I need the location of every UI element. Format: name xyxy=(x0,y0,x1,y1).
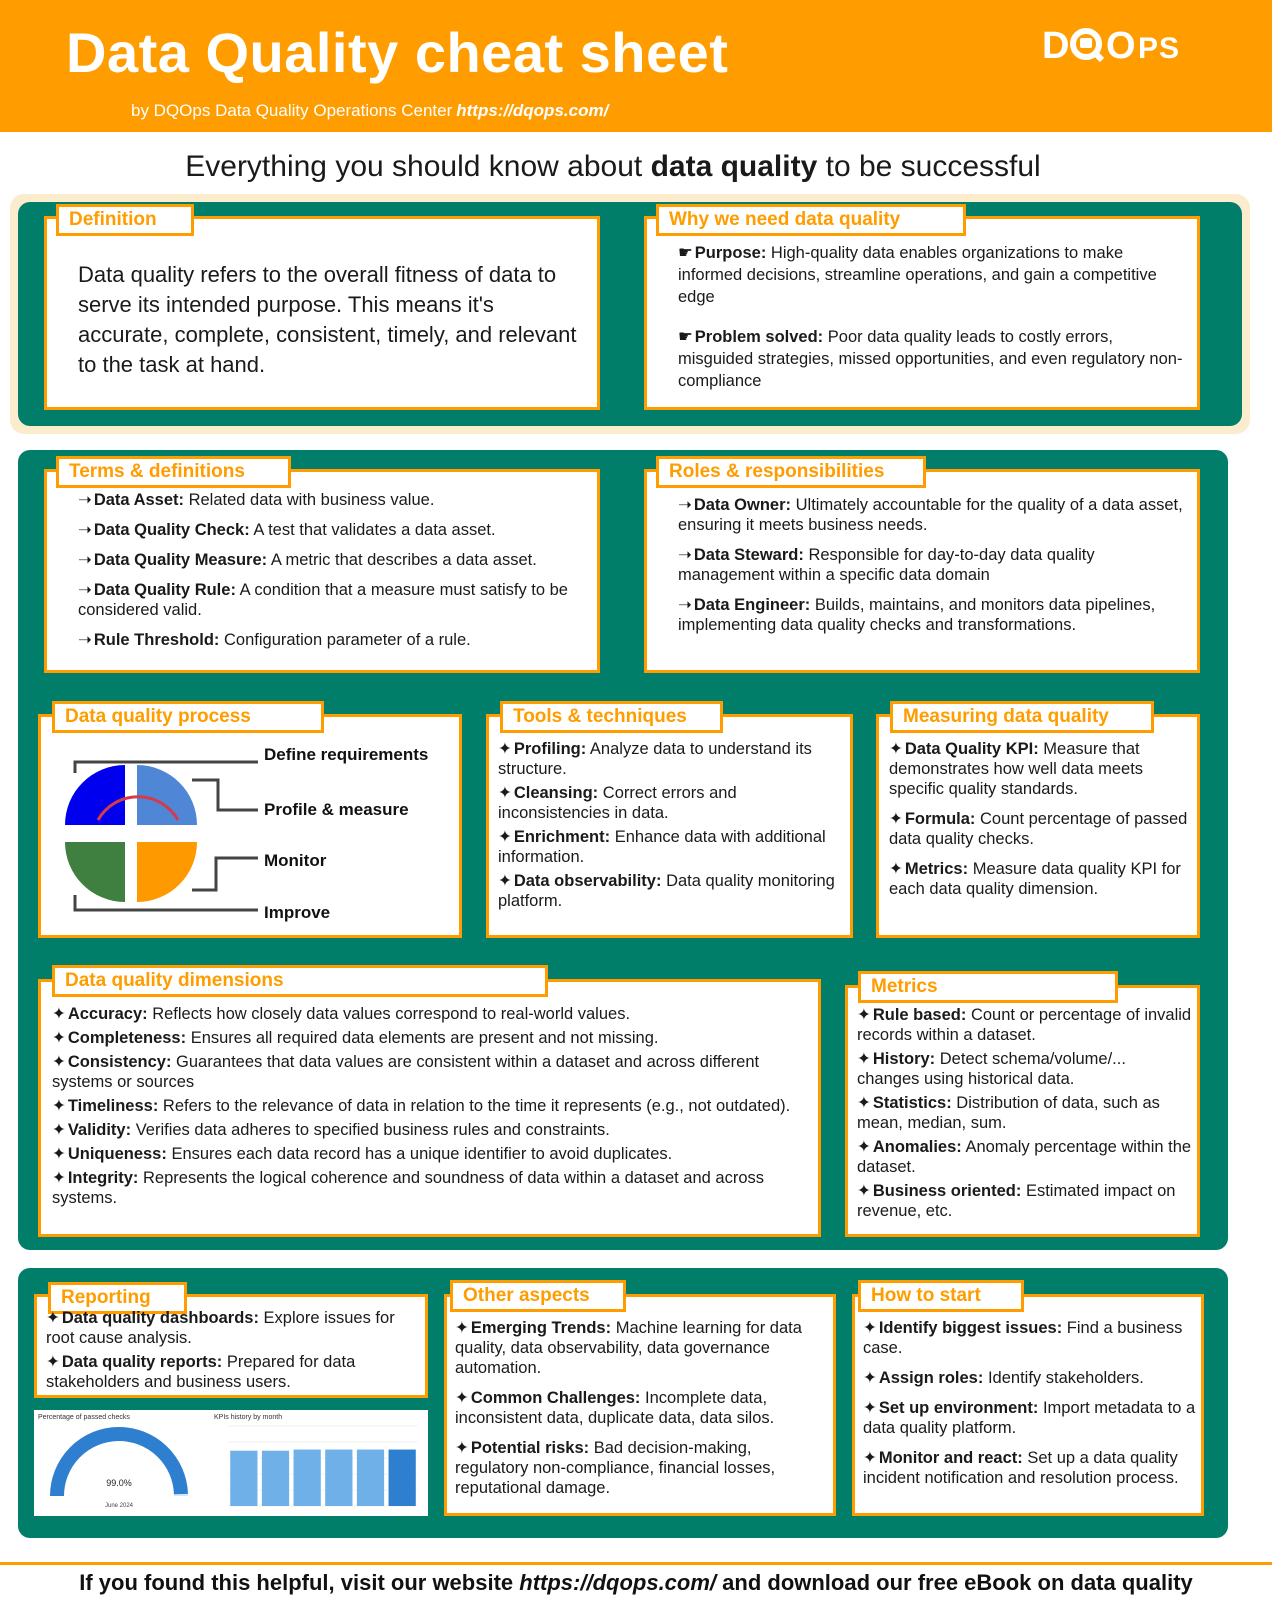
measuring-item: ✦ Metrics: Measure data quality KPI for each data quality dimension. xyxy=(889,860,1181,898)
sparkle-icon: ✦ xyxy=(889,740,903,758)
definition-text: Data quality refers to the overall fitness of data to serve its intended purpose. This means it's accurate, complete, consistent, timely, and relevant to the task at hand. xyxy=(78,262,577,377)
why-list xyxy=(678,242,1188,402)
other-item: ✦ Emerging Trends: Machine learning for data quality, data observability, data governance automation. xyxy=(455,1319,802,1377)
dimensions-item: ✦ Accuracy: Reflects how closely data values correspond to real-world values. xyxy=(52,1005,631,1023)
dimensions-item: ✦ Integrity: Represents the logical coherence and soundness of data within a dataset and across systems. xyxy=(52,1169,764,1207)
process-step-profile: Profile & measure xyxy=(264,800,409,819)
double-arrow-icon: ➝ xyxy=(78,491,92,509)
kpi-bar xyxy=(325,1450,352,1506)
double-arrow-icon: ➝ xyxy=(678,546,692,564)
kpi-bar-chart xyxy=(212,1410,424,1516)
gauge-period-label: June 2024 xyxy=(104,1503,134,1509)
gauge-value-label: 99.0% xyxy=(106,1478,132,1488)
metrics-title: Metrics xyxy=(858,971,1118,1003)
terms-title: Terms & definitions xyxy=(56,456,291,488)
svg-text:D: D xyxy=(1042,25,1071,67)
process-step-define: Define requirements xyxy=(264,745,429,764)
sparkle-icon: ✦ xyxy=(857,1182,871,1200)
svg-text:O: O xyxy=(1106,25,1137,67)
sparkle-icon: ✦ xyxy=(498,828,512,846)
kpi-bar xyxy=(389,1450,416,1506)
reporting-title: Reporting xyxy=(48,1282,187,1314)
dimensions-list xyxy=(52,1004,812,1212)
sparkle-icon: ✦ xyxy=(863,1399,877,1417)
dimensions-item: ✦ Timeliness: Refers to the relevance of data in relation to the time it represents (e.g., not outdated). xyxy=(52,1097,791,1115)
other-list xyxy=(455,1318,827,1508)
kpi-bar xyxy=(294,1450,321,1506)
roles-item: ➝ Data Steward: Responsible for day-to-day data quality management within a specific data domain xyxy=(678,546,1095,584)
footer-cta: If you found this helpful, visit our website https://dqops.com/ and download our free eBook on data quality xyxy=(79,1570,1193,1595)
tools-title: Tools & techniques xyxy=(500,701,723,733)
terms-item: ➝ Data Quality Check: A test that validates a data asset. xyxy=(78,521,496,539)
sparkle-icon: ✦ xyxy=(52,1005,66,1023)
kpi-bar xyxy=(230,1451,257,1506)
dimensions-item: ✦ Completeness: Ensures all required data elements are present and not missing. xyxy=(52,1029,659,1047)
reporting-item: ✦ Data quality reports: Prepared for data stakeholders and business users. xyxy=(46,1353,356,1391)
double-arrow-icon: ➝ xyxy=(78,631,92,649)
measuring-item: ✦ Formula: Count percentage of passed data quality checks. xyxy=(889,810,1188,848)
double-arrow-icon: ➝ xyxy=(78,551,92,569)
terms-list xyxy=(78,490,588,660)
process-connector-profile xyxy=(192,780,258,810)
dqops-logo-mark xyxy=(1042,22,1192,68)
sparkle-icon: ✦ xyxy=(498,740,512,758)
sparkle-icon: ✦ xyxy=(863,1369,877,1387)
sparkle-icon: ✦ xyxy=(857,1050,871,1068)
dimensions-item: ✦ Uniqueness: Ensures each data record has a unique identifier to avoid duplicates. xyxy=(52,1145,673,1163)
double-arrow-icon: ➝ xyxy=(678,496,692,514)
sparkle-icon: ✦ xyxy=(857,1006,871,1024)
sparkle-icon: ✦ xyxy=(455,1319,469,1337)
measuring-item: ✦ Data Quality KPI: Measure that demonstrates how well data meets specific quality standards. xyxy=(889,740,1144,798)
roles-item: ➝ Data Engineer: Builds, maintains, and monitors data pipelines, implementing data quality checks and transformations. xyxy=(678,596,1156,634)
measuring-title: Measuring data quality xyxy=(890,701,1154,733)
terms-item: ➝ Rule Threshold: Configuration parameter of a rule. xyxy=(78,631,471,649)
dimensions-item: ✦ Validity: Verifies data adheres to specified business rules and constraints. xyxy=(52,1121,610,1139)
page-title: Data Quality cheat sheet xyxy=(66,21,729,84)
start-list xyxy=(863,1318,1198,1498)
tools-item: ✦ Enrichment: Enhance data with additional information. xyxy=(498,828,826,866)
terms-item: ➝ Data Asset: Related data with business value. xyxy=(78,491,435,509)
dqops-logo xyxy=(1042,22,1192,78)
header-url-link[interactable]: https://dqops.com/ xyxy=(456,101,609,120)
sparkle-icon: ✦ xyxy=(455,1439,469,1457)
dimensions-item: ✦ Consistency: Guarantees that data values are consistent within a dataset and across different systems or sources xyxy=(52,1053,760,1091)
sparkle-icon: ✦ xyxy=(889,860,903,878)
kpi-bar xyxy=(262,1451,289,1506)
why-item: ☛ Problem solved: Poor data quality leads to costly errors, misguided strategies, missed opportunities, and even regulatory non-compliance xyxy=(678,328,1183,390)
sparkle-icon: ✦ xyxy=(52,1169,66,1187)
start-item: ✦ Monitor and react: Set up a data quality incident notification and resolution process. xyxy=(863,1449,1179,1487)
sparkle-icon: ✦ xyxy=(52,1145,66,1163)
process-diagram xyxy=(40,740,460,935)
metrics-item: ✦ Anomalies: Anomaly percentage within the dataset. xyxy=(857,1138,1192,1176)
measuring-list xyxy=(889,739,1194,909)
sparkle-icon: ✦ xyxy=(857,1138,871,1156)
metrics-item: ✦ History: Detect schema/volume/... changes using historical data. xyxy=(857,1050,1126,1088)
kpi-bar xyxy=(357,1450,384,1506)
process-quadrant-define xyxy=(65,765,125,825)
start-item: ✦ Assign roles: Identify stakeholders. xyxy=(863,1369,1144,1387)
other-title: Other aspects xyxy=(450,1280,626,1312)
tools-item: ✦ Profiling: Analyze data to understand its structure. xyxy=(498,740,812,778)
roles-title: Roles & responsibilities xyxy=(656,456,926,488)
pointing-hand-icon: ☛ xyxy=(678,244,693,262)
sparkle-icon: ✦ xyxy=(46,1309,60,1327)
process-connector-monitor xyxy=(192,858,258,890)
footer-url-link[interactable]: https://dqops.com/ xyxy=(519,1570,717,1595)
sparkle-icon: ✦ xyxy=(52,1029,66,1047)
sparkle-icon: ✦ xyxy=(46,1353,60,1371)
metrics-item: ✦ Statistics: Distribution of data, such as mean, median, sum. xyxy=(857,1094,1160,1132)
start-title: How to start xyxy=(858,1280,1024,1312)
why-item: ☛ Purpose: High-quality data enables organizations to make informed decisions, streamline operations, and gain a competitive edge xyxy=(678,244,1157,306)
terms-item: ➝ Data Quality Rule: A condition that a measure must satisfy to be considered valid. xyxy=(78,581,568,619)
pointing-hand-icon: ☛ xyxy=(678,328,693,346)
tools-item: ✦ Data observability: Data quality monitoring platform. xyxy=(498,872,835,910)
header-banner xyxy=(0,0,1272,132)
double-arrow-icon: ➝ xyxy=(78,521,92,539)
roles-item: ➝ Data Owner: Ultimately accountable for the quality of a data asset, ensuring it meets business needs. xyxy=(678,496,1183,534)
double-arrow-icon: ➝ xyxy=(78,581,92,599)
sparkle-icon: ✦ xyxy=(52,1053,66,1071)
double-arrow-icon: ➝ xyxy=(678,596,692,614)
process-step-improve: Improve xyxy=(264,903,331,922)
dashboard-preview xyxy=(34,1410,428,1516)
roles-list xyxy=(678,495,1188,645)
process-quadrant-profile xyxy=(137,765,197,825)
bar-chart-title: KPIs history by month xyxy=(214,1414,283,1421)
sparkle-icon: ✦ xyxy=(863,1449,877,1467)
footer-divider xyxy=(0,1562,1272,1565)
reporting-item: ✦ Data quality dashboards: Explore issues for root cause analysis. xyxy=(46,1309,395,1347)
svg-text:PS: PS xyxy=(1138,32,1181,65)
process-quadrant-monitor xyxy=(65,842,125,902)
gauge-chart xyxy=(34,1410,204,1516)
sparkle-icon: ✦ xyxy=(889,810,903,828)
tools-item: ✦ Cleansing: Correct errors and inconsistencies in data. xyxy=(498,784,737,822)
tools-list xyxy=(498,739,848,915)
tagline: Everything you should know about data quality to be successful xyxy=(185,150,1041,183)
subtitle-text: by DQOps Data Quality Operations Center xyxy=(131,101,453,120)
start-item: ✦ Set up environment: Import metadata to a data quality platform. xyxy=(863,1399,1196,1437)
metrics-list xyxy=(857,1005,1192,1225)
sparkle-icon: ✦ xyxy=(857,1094,871,1112)
gauge-title: Percentage of passed checks xyxy=(38,1414,130,1421)
dimensions-title: Data quality dimensions xyxy=(52,965,548,997)
terms-item: ➝ Data Quality Measure: A metric that describes a data asset. xyxy=(78,551,537,569)
metrics-item: ✦ Rule based: Count or percentage of invalid records within a dataset. xyxy=(857,1006,1192,1044)
reporting-list xyxy=(46,1308,421,1396)
process-step-monitor: Monitor xyxy=(264,851,327,870)
other-item: ✦ Common Challenges: Incomplete data, inconsistent data, duplicate data, data silos. xyxy=(455,1389,775,1427)
sparkle-icon: ✦ xyxy=(498,872,512,890)
other-item: ✦ Potential risks: Bad decision-making, regulatory non-compliance, financial losses, reputational damage. xyxy=(455,1439,776,1497)
process-quadrant-improve xyxy=(137,842,197,902)
metrics-item: ✦ Business oriented: Estimated impact on revenue, etc. xyxy=(857,1182,1176,1220)
why-title: Why we need data quality xyxy=(656,204,966,236)
sparkle-icon: ✦ xyxy=(863,1319,877,1337)
sparkle-icon: ✦ xyxy=(498,784,512,802)
header-subtitle xyxy=(131,101,608,121)
sparkle-icon: ✦ xyxy=(455,1389,469,1407)
start-item: ✦ Identify biggest issues: Find a business case. xyxy=(863,1319,1183,1357)
sparkle-icon: ✦ xyxy=(52,1121,66,1139)
sparkle-icon: ✦ xyxy=(52,1097,66,1115)
definition-title: Definition xyxy=(56,204,194,236)
process-title: Data quality process xyxy=(52,701,324,733)
